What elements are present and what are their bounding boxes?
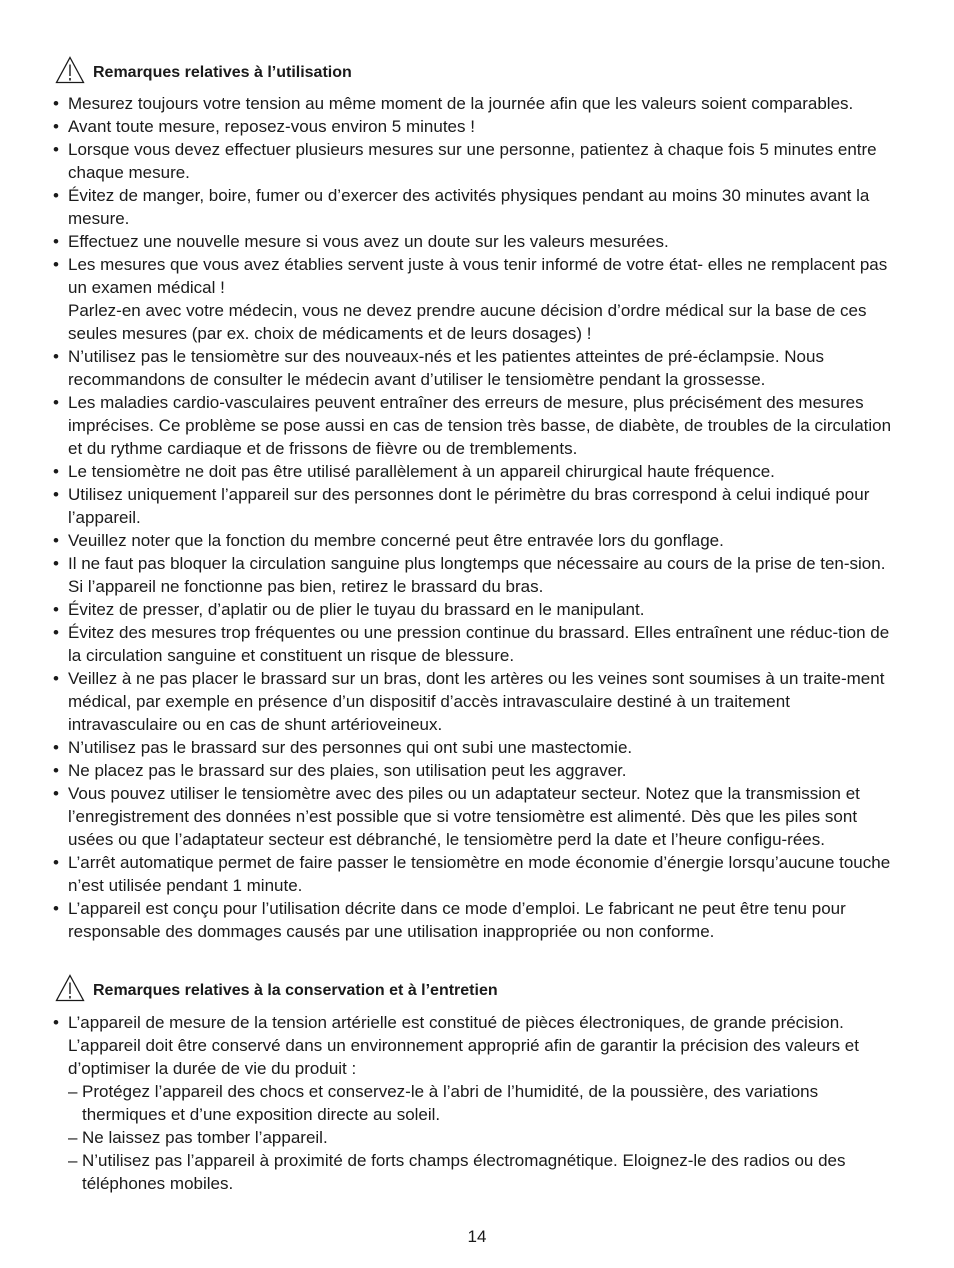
list-item: • N’utilisez pas le tensiomètre sur des nouveaux-nés et les patientes atteintes de pré-éclampsie. Nous recommandons de consulter le médecin avant d’utiliser le tensiomètre pendant la grossesse.	[52, 345, 902, 391]
list-item: • Lorsque vous devez effectuer plusieurs mesures sur une personne, patientez à chaque fois 5 minutes entre chaque mesure.	[52, 138, 902, 184]
section-care-heading	[55, 974, 498, 1002]
list-item: • Évitez des mesures trop fréquentes ou une pression continue du brassard. Elles entraînent une réduc-tion de la circulation sanguine et constituent un risque de blessure.	[52, 621, 902, 667]
warning-icon	[55, 56, 85, 84]
list-item: • Effectuez une nouvelle mesure si vous avez un doute sur les valeurs mesurées.	[52, 230, 902, 253]
list-item: • Évitez de manger, boire, fumer ou d’exercer des activités physiques pendant au moins 30 minutes avant la mesure.	[52, 184, 902, 230]
list-item: • Mesurez toujours votre tension au même moment de la journée afin que les valeurs soient comparables.	[52, 92, 902, 115]
dash-list-container	[68, 1080, 902, 1195]
list-item: • L’appareil est conçu pour l’utilisation décrite dans ce mode d’emploi. Le fabricant ne peut être tenu pour responsable des dommages causés par une utilisation inappropriée ou non conforme.	[52, 897, 902, 943]
list-item: • Avant toute mesure, reposez-vous environ 5 minutes !	[52, 115, 902, 138]
dash-item: – N’utilisez pas l’appareil à proximité de forts champs électromagnétique. Eloignez-le des radios ou des téléphones mobiles.	[68, 1149, 902, 1195]
list-item: • Vous pouvez utiliser le tensiomètre avec des piles ou un adaptateur secteur. Notez que la transmission et l’enregistrement des données n’est possible que si votre tensiomètre est alimenté. Dès que les piles sont usées ou que l’adaptateur secteur est débranché, le tensiomètre perd la date et l’heure configu-rées.	[52, 782, 902, 851]
list-item	[52, 253, 902, 345]
list-item: • L’arrêt automatique permet de faire passer le tensiomètre en mode économie d’énergie lorsqu’aucune touche n’est utilisée pendant 1 minute.	[52, 851, 902, 897]
care-dash-list-wrapper	[68, 1080, 902, 1195]
list-item: • Veuillez noter que la fonction du membre concerné peut être entravée lors du gonflage.	[52, 529, 902, 552]
list-item: • Les maladies cardio-vasculaires peuvent entraîner des erreurs de mesure, plus précisément des mesures imprécises. Ce problème se pose aussi en cas de tension très basse, de diabète, de troubles de la circulation et du rythme cardiaque et de frissons de fièvre ou de tremblements.	[52, 391, 902, 460]
list-item: • N’utilisez pas le brassard sur des personnes qui ont subi une mastectomie.	[52, 736, 902, 759]
section-usage-title: Remarques relatives à l’utilisation	[93, 64, 352, 81]
list-item: • Veillez à ne pas placer le brassard sur un bras, dont les artères ou les veines sont soumises à un traite-ment médical, par exemple en présence d’un dispositif d’accès intravasculaire destiné à un traitement intravasculaire ou en cas de shunt artérioveineux.	[52, 667, 902, 736]
care-notes-list	[52, 1011, 902, 1080]
list-item: • Évitez de presser, d’aplatir ou de plier le tuyau du brassard en le manipulant.	[52, 598, 902, 621]
list-item: • Utilisez uniquement l’appareil sur des personnes dont le périmètre du bras correspond à celui indiqué pour l’appareil.	[52, 483, 902, 529]
dash-item: – Ne laissez pas tomber l’appareil.	[68, 1126, 902, 1149]
list-item-paragraph: • Les mesures que vous avez établies servent juste à vous tenir informé de votre état- elles ne remplacent pas un examen médical !	[68, 255, 888, 297]
list-item: • Le tensiomètre ne doit pas être utilisé parallèlement à un appareil chirurgical haute fréquence.	[52, 460, 902, 483]
list-item-paragraph: Parlez-en avec votre médecin, vous ne devez prendre aucune décision d’ordre médical sur la base de ces seules mesures (par ex. choix de médicaments et de leurs dosages) !	[68, 301, 867, 343]
section-care-title: Remarques relatives à la conservation et à l’entretien	[93, 982, 498, 999]
care-dash-list	[68, 1080, 902, 1195]
list-item	[52, 1011, 902, 1080]
dash-item: – Protégez l’appareil des chocs et conservez-le à l’abri de l’humidité, de la poussière, des variations thermiques et d’une exposition directe au soleil.	[68, 1080, 902, 1126]
list-item: • Il ne faut pas bloquer la circulation sanguine plus longtemps que nécessaire au cours de la prise de ten-sion. Si l’appareil ne fonctionne pas bien, retirez le brassard du bras.	[52, 552, 902, 598]
page-number: 14	[467, 1227, 487, 1246]
warning-icon	[55, 974, 85, 1002]
list-item: • Ne placez pas le brassard sur des plaies, son utilisation peut les aggraver.	[52, 759, 902, 782]
usage-notes-list	[52, 92, 902, 943]
section-usage-heading	[55, 56, 352, 84]
list-item-paragraph: • L’appareil de mesure de la tension artérielle est constitué de pièces électroniques, de grande précision. L’appareil doit être conservé dans un environnement approprié afin de garantir la précision des valeurs et d’optimiser la durée de vie du produit :	[68, 1013, 859, 1078]
